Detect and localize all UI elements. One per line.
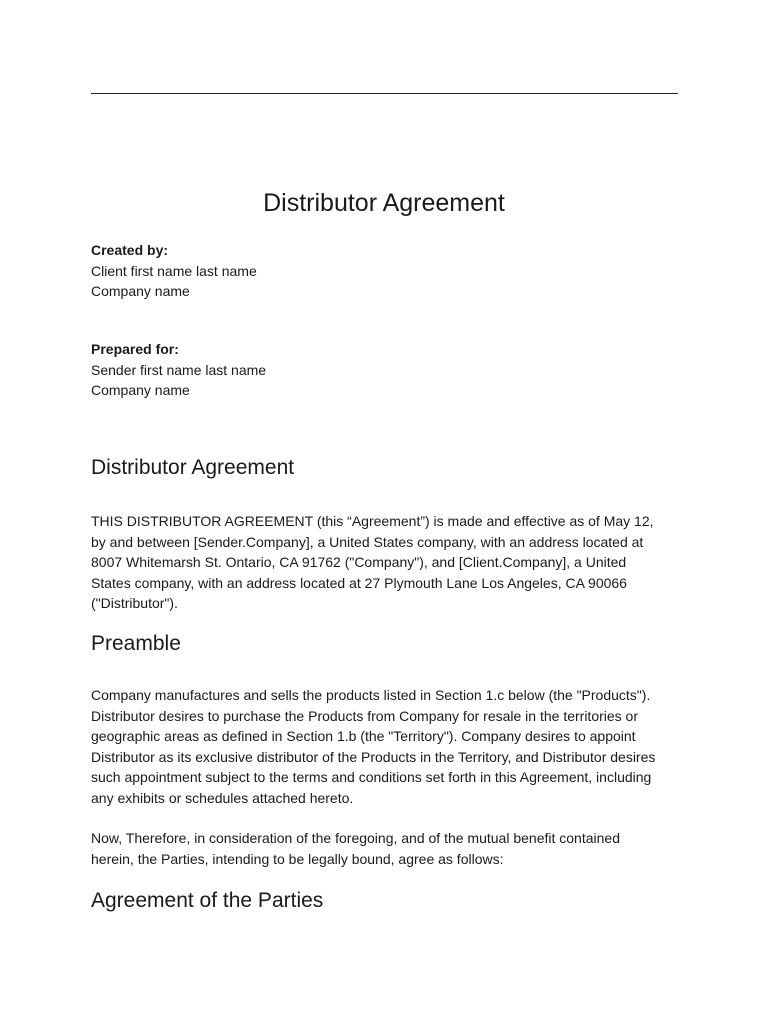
prepared-for-name: Sender first name last name — [91, 361, 267, 378]
prepared-for-label: Prepared for: — [91, 341, 179, 357]
preamble-paragraph — [91, 685, 681, 808]
paragraph-line: THIS DISTRIBUTOR AGREEMENT (this “Agreement”) is made and effective as of May 12, — [91, 513, 654, 529]
created-by-label: Created by: — [91, 242, 169, 258]
document-title: Distributor Agreement — [263, 189, 505, 217]
now-therefore-paragraph — [91, 828, 681, 869]
paragraph-line: Now, Therefore, in consideration of the foregoing, and of the mutual benefit contained — [91, 830, 620, 846]
created-by-name: Client first name last name — [91, 262, 257, 279]
created-by-block — [91, 240, 681, 302]
paragraph-line: ("Distributor"). — [91, 595, 178, 611]
created-by-company: Company name — [91, 283, 190, 299]
paragraph-line: any exhibits or schedules attached hereto. — [91, 789, 354, 806]
paragraph-line: geographic areas as defined in Section 1.b (the "Territory"). Company desires to appoint — [91, 728, 636, 744]
prepared-for-block — [91, 339, 681, 401]
paragraph-line: Company manufactures and sells the products listed in Section 1.c below (the "Products"). — [91, 687, 651, 703]
section-heading-parties: Agreement of the Parties — [91, 889, 324, 912]
section-heading-agreement: Distributor Agreement — [91, 456, 295, 479]
paragraph-line: by and between [Sender.Company], a United States company, with an address located at — [91, 533, 644, 550]
prepared-for-company: Company name — [91, 382, 190, 398]
paragraph-line: 8007 Whitemarsh St. Ontario, CA 91762 ("Company"), and [Client.Company], a United — [91, 554, 627, 570]
top-divider — [91, 93, 678, 94]
agreement-paragraph — [91, 511, 681, 614]
paragraph-line: Distributor as its exclusive distributor of the Products in the Territory, and Distributor desires — [91, 748, 656, 765]
paragraph-line: Distributor desires to purchase the Products from Company for resale in the territories or — [91, 707, 639, 724]
paragraph-line: herein, the Parties, intending to be legally bound, agree as follows: — [91, 850, 504, 867]
section-heading-preamble: Preamble — [91, 632, 181, 655]
paragraph-line: such appointment subject to the terms and conditions set forth in this Agreement, including — [91, 769, 652, 785]
paragraph-line: States company, with an address located at 27 Plymouth Lane Los Angeles, CA 90066 — [91, 574, 627, 591]
